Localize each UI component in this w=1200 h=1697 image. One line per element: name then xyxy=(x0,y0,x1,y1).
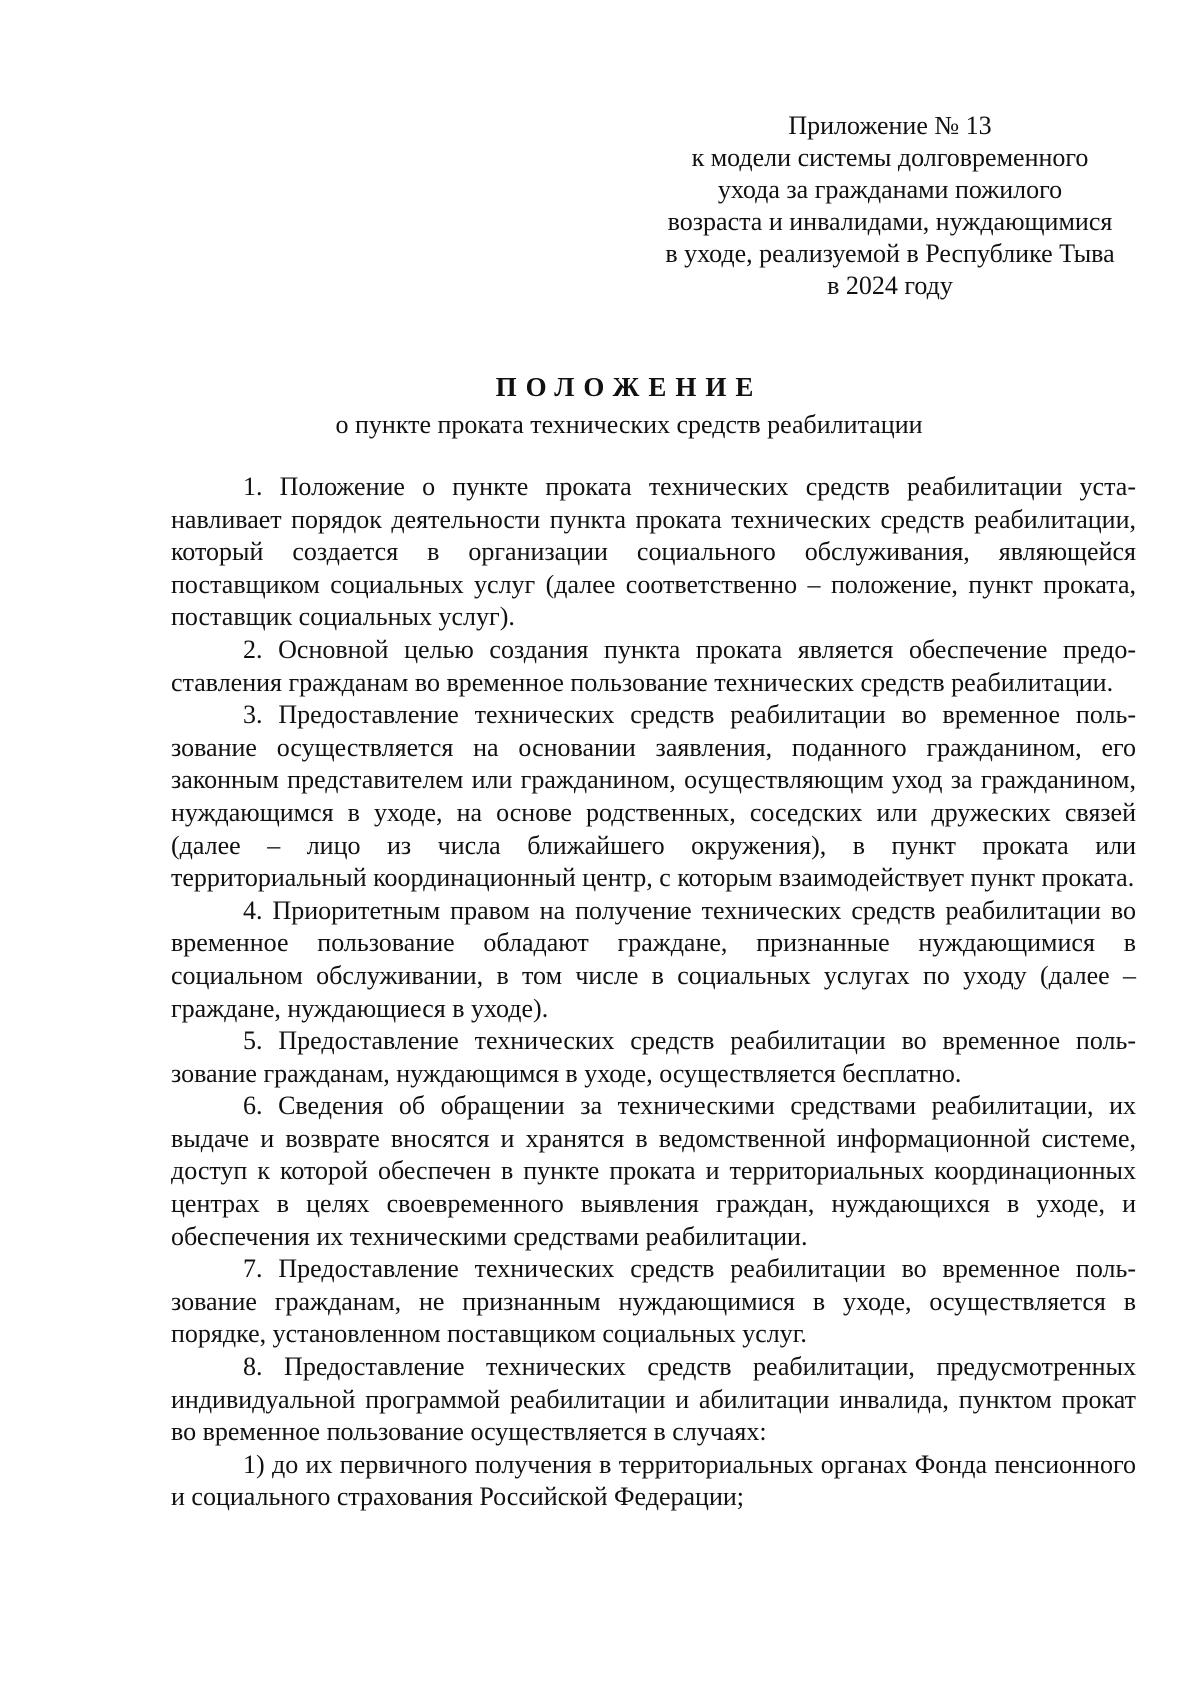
paragraph-7: 7. Предоставление технических средств реабилитации во временное пользование гражданам, не признанным нуждающимися в уходе, осуществляется в порядке, установленном поставщиком социальных услуг. xyxy=(171,1254,1136,1349)
appendix-line: в уходе, реализуемой в Республике Тыва xyxy=(665,239,1115,268)
document-title: ПОЛОЖЕНИЕ xyxy=(495,372,763,402)
paragraph-3: 3. Предоставление технических средств реабилитации во временное пользование осуществляется на основании заявления, поданного гражданином, его законным представителем или гражданином, осуществляющим уход за гражданином, нуждающимся в уходе, на основе родственных, соседских или дружеских связей (далее – лицо из числа ближайшего окружения), в пункт проката или территориальный координационный центр, с которым взаимодействует пункт проката. xyxy=(171,700,1136,893)
paragraph-4: 4. Приоритетным правом на получение технических средств реабилитации во временное пользование обладают граждане, признанные нуждающимися в социальном обслуживании, в том числе в социальных услугах по уходу (далее – граждане, нуждающиеся в уходе). xyxy=(171,895,1136,1023)
paragraph-1: 1. Положение о пункте проката технических средств реабилитации устанавливает порядок деятельности пункта проката технических средств реабилитации, который создается в организации социального обслуживания, являющейся поставщиком социальных услуг (далее соответственно – положение, пункт проката, поставщик социальных услуг). xyxy=(171,472,1136,632)
document-body xyxy=(171,471,1136,1514)
paragraph-5: 5. Предоставление технических средств реабилитации во временное пользование гражданам, нуждающимся в уходе, осуществляется бесплатно. xyxy=(171,1026,1136,1088)
paragraph-2: 2. Основной целью создания пункта проката является обеспечение предоставления гражданам во временное пользование технических средств реабилитации. xyxy=(171,634,1136,697)
appendix-line: возраста и инвалидами, нуждающимися xyxy=(667,207,1113,236)
appendix-line: ухода за гражданами пожилого xyxy=(717,175,1063,204)
document-subtitle: о пункте проката технических средств реабилитации xyxy=(335,410,923,439)
paragraph-6: 6. Сведения об обращении за техническими средствами реабилитации, их выдаче и возврате вносятся и хранятся в ведомственной информационной системе, доступ к которой обеспечен в пункте проката и территориальных координационных центрах в целях своевременного выявления граждан, нуждающихся в уходе, и обеспечения их техническими средствами реабилитации. xyxy=(171,1091,1136,1251)
paragraph-8: 8. Предоставление технических средств реабилитации, предусмотренных индивидуальной программой реабилитации и абилитации инвалида, пунктом прокат во временное пользование осуществляется в случаях: xyxy=(171,1352,1136,1447)
appendix-line: к модели системы долговременного xyxy=(691,143,1089,172)
appendix-line: Приложение № 13 xyxy=(788,111,992,140)
paragraph-8-subitem-1: 1) до их первичного получения в территориальных органах Фонда пенсионного и социального страхования Российской Федерации; xyxy=(171,1449,1136,1512)
appendix-header xyxy=(630,110,1150,302)
appendix-line: в 2024 году xyxy=(827,271,953,300)
